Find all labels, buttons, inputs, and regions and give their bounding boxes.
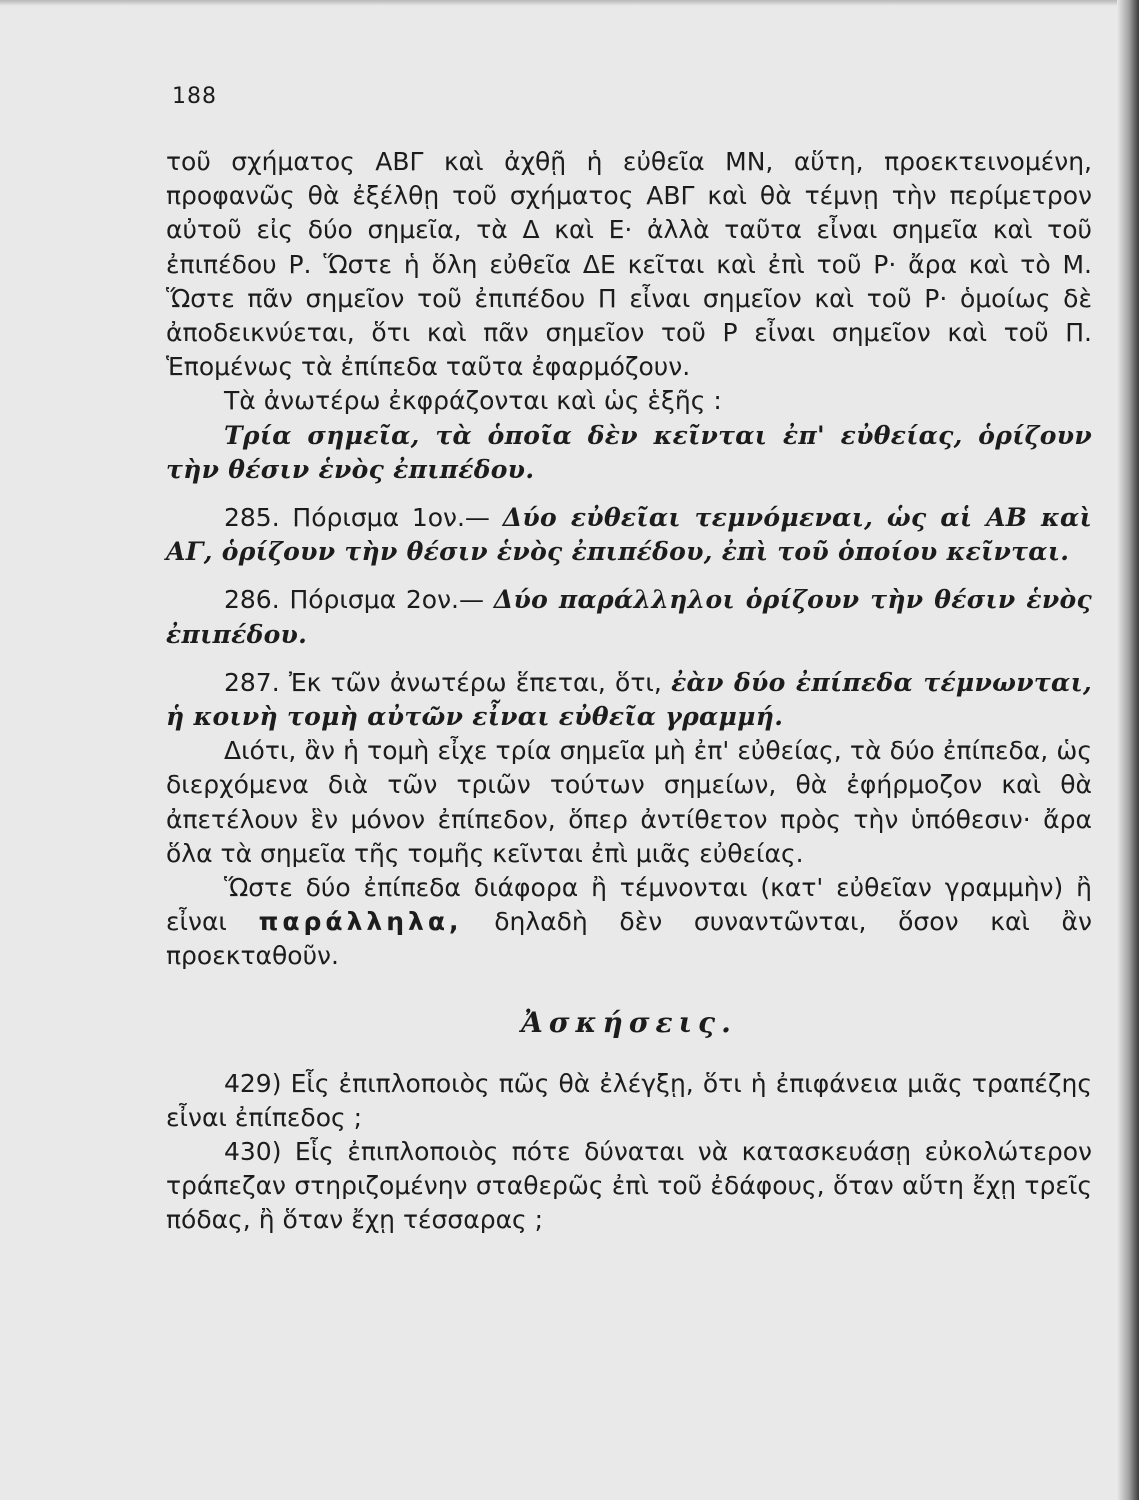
paragraph-proof-287: Διότι, ἂν ἡ τομὴ εἶχε τρία σημεῖα μὴ ἐπ' εὐθείας, τὰ δύο ἐπίπεδα, ὡς διερχόμενα διὰ τῶν τριῶν τούτων σημείων, θὰ ἐφήρμοζον καὶ θὰ ἀπετέλουν ἓν μόνον ἐπίπεδον, ὅπερ ἀντίθετον πρὸς τὴν ὑπόθεσιν· ἄρα ὅλα τὰ σημεῖα τῆς τομῆς κεῖνται ἐπὶ μιᾶς εὐθείας.: [166, 736, 1092, 868]
corollary-285-statement: Δύο εὐθεῖαι τεμνόμεναι, ὡς αἱ ΑΒ καὶ ΑΓ, ὁρίζουν τὴν θέσιν ἑνὸς ἐπιπέδου, ἐπὶ τοῦ ὁποίου κεῖνται.: [166, 503, 1092, 567]
corollary-286-statement: Δύο παράλληλοι ὁρίζουν τὴν θέσιν ἑνὸς ἐπιπέδου.: [166, 585, 1092, 649]
theorem-287-statement: ἐὰν δύο ἐπίπεδα τέμνωνται, ἡ κοινὴ τομὴ αὐτῶν εἶναι εὐθεῖα γραμμή.: [166, 667, 1092, 732]
conclusion-spaced-word: παράλληλα,: [258, 907, 463, 937]
theorem-287: [166, 666, 1092, 734]
paragraph-conclusion: [166, 871, 1092, 974]
paragraph-restatement-intro: Τὰ ἀνωτέρω ἐκφράζονται καὶ ὡς ἑξῆς :: [224, 386, 722, 416]
page-number: 188: [172, 84, 217, 109]
conclusion-text-a: Ὥστε δύο ἐπίπεδα διάφορα ἢ τέμνονται (κατ' εὐθεῖαν γραμμὴν) ἢ εἶναι: [166, 873, 1092, 937]
theorem-three-points: Τρία σημεῖα, τὰ ὁποῖα δὲν κεῖνται ἐπ' εὐθείας, ὁρίζουν τὴν θέσιν ἑνὸς ἐπιπέδου.: [166, 420, 1092, 484]
scan-right-edge: [1117, 0, 1139, 1500]
exercise-430: 430) Εἷς ἐπιπλοποιὸς πότε δύναται νὰ κατασκευάσῃ εὐκολώτερον τράπεζαν στηριζομένην σταθερῶς ἐπὶ τοῦ ἐδάφους, ὅταν αὕτη ἔχῃ τρεῖς πόδας, ἢ ὅταν ἔχῃ τέσσαρας ;: [166, 1137, 1092, 1235]
corollary-286-lead: 286. Πόρισμα 2ον.—: [224, 585, 494, 615]
theorem-287-lead: 287. Ἐκ τῶν ἀνωτέρω ἕπεται, ὅτι,: [224, 667, 672, 697]
exercise-429: 429) Εἷς ἐπιπλοποιὸς πῶς θὰ ἐλέγξῃ, ὅτι ἡ ἐπιφάνεια μιᾶς τραπέζης εἶναι ἐπίπεδος ;: [166, 1068, 1092, 1132]
book-page: [166, 84, 1092, 1238]
exercises-heading: Ἀσκήσεις.: [521, 1005, 737, 1039]
corollary-285-lead: 285. Πόρισμα 1ον.—: [224, 503, 503, 533]
paragraph-proof-continuation: τοῦ σχήματος ΑΒΓ καὶ ἀχθῇ ἡ εὐθεῖα ΜΝ, αὕτη, προεκτεινομένη, προφανῶς θὰ ἐξέλθῃ τοῦ σχήματος ΑΒΓ καὶ θὰ τέμνῃ τὴν περίμετρον αὐτοῦ εἰς δύο σημεῖα, τὰ Δ καὶ Ε· ἀλλὰ ταῦτα εἶναι σημεῖα καὶ τοῦ ἐπιπέδου Ρ. Ὥστε ἡ ὅλη εὐθεῖα ΔΕ κεῖται καὶ ἐπὶ τοῦ Ρ· ἄρα καὶ τὸ Μ. Ὥστε πᾶν σημεῖον τοῦ ἐπιπέδου Π εἶναι σημεῖον καὶ τοῦ Ρ· ὁμοίως δὲ ἀποδεικνύεται, ὅτι καὶ πᾶν σημεῖον τοῦ Ρ εἶναι σημεῖον καὶ τοῦ Π. Ἑπομένως τὰ ἐπίπεδα ταῦτα ἐφαρμόζουν.: [166, 147, 1092, 382]
corollary-285: [166, 501, 1092, 569]
scan-top-edge: [0, 0, 1139, 6]
corollary-286: [166, 583, 1092, 651]
conclusion-text-b: δηλαδὴ δὲν συναντῶνται, ὅσον καὶ ἂν προεκταθοῦν.: [166, 907, 1093, 971]
